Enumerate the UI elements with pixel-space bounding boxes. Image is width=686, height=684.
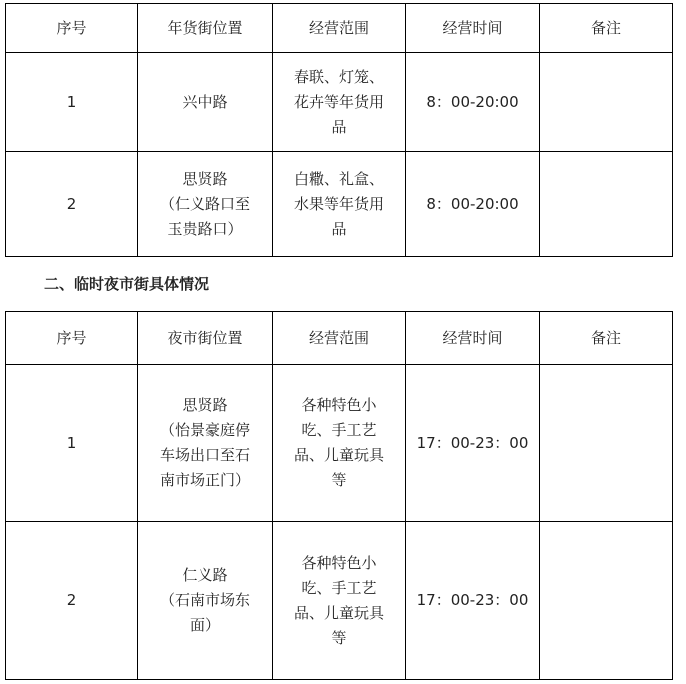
scope-cell [273,365,406,522]
business-hours-cell: 17：00-23：00 [406,522,540,680]
header-cell: 经营范围 [273,4,406,53]
business-hours-cell: 17：00-23：00 [406,365,540,522]
location-line: （怡景豪庭停 [159,421,250,439]
location-cell [138,53,273,152]
location-line: 仁义路 [182,566,228,584]
note-cell [540,53,673,152]
scope-line: 品 [331,219,347,238]
scope-line: 花卉等年货用 [293,92,384,111]
business-hours-cell: 8：00-20:00 [406,53,540,152]
header-cell: 年货街位置 [138,4,273,53]
header-cell: 夜市街位置 [138,312,273,365]
location-line: 南市场正门） [159,471,250,489]
row-number: 2 [6,522,138,680]
header-cell: 序号 [6,312,138,365]
scope-line: 吃、手工艺 [301,578,377,597]
location-line: （仁义路口至 [159,194,250,213]
location-line: 玉贵路口） [167,219,243,238]
scope-line: 品、儿童玩具 [293,446,384,464]
scope-line: 各种特色小 [301,553,377,572]
location-line: 思贤路 [182,396,228,414]
row-number: 1 [6,365,138,522]
business-hours-cell: 8：00-20:00 [406,152,540,257]
note-cell [540,522,673,680]
table-row [6,53,673,152]
new-year-goods-street-table [5,3,673,257]
note-cell [540,365,673,522]
scope-line: 等 [331,628,347,647]
row-number: 2 [6,152,138,257]
table-row [6,152,673,257]
location-cell [138,152,273,257]
scope-line: 品 [331,117,347,136]
location-line: 兴中路 [182,92,228,111]
scope-cell [273,522,406,680]
location-cell [138,522,273,680]
header-cell: 经营范围 [273,312,406,365]
scope-cell [273,53,406,152]
location-line: 面） [189,616,220,634]
header-cell: 备注 [540,4,673,53]
table-row [6,522,673,680]
scope-line: 春联、灯笼、 [293,67,384,86]
header-cell: 备注 [540,312,673,365]
section-heading: 二、临时夜市街具体情况 [44,275,210,293]
header-cell: 经营时间 [406,4,540,53]
table-header-row [6,4,673,53]
night-market-street-table [5,311,673,680]
location-line: （石南市场东 [159,591,250,609]
location-cell [138,365,273,522]
header-cell: 经营时间 [406,312,540,365]
scope-cell [273,152,406,257]
scope-line: 品、儿童玩具 [293,603,384,622]
table-row [6,365,673,522]
scope-line: 等 [331,471,347,489]
location-line: 车场出口至石 [159,446,250,464]
table-header-row [6,312,673,365]
scope-line: 吃、手工艺 [301,421,377,439]
row-number: 1 [6,53,138,152]
location-line: 思贤路 [182,169,228,188]
header-cell: 序号 [6,4,138,53]
note-cell [540,152,673,257]
scope-line: 白糤、礼盒、 [293,169,384,188]
scope-line: 各种特色小 [301,396,377,414]
scope-line: 水果等年货用 [293,194,384,213]
